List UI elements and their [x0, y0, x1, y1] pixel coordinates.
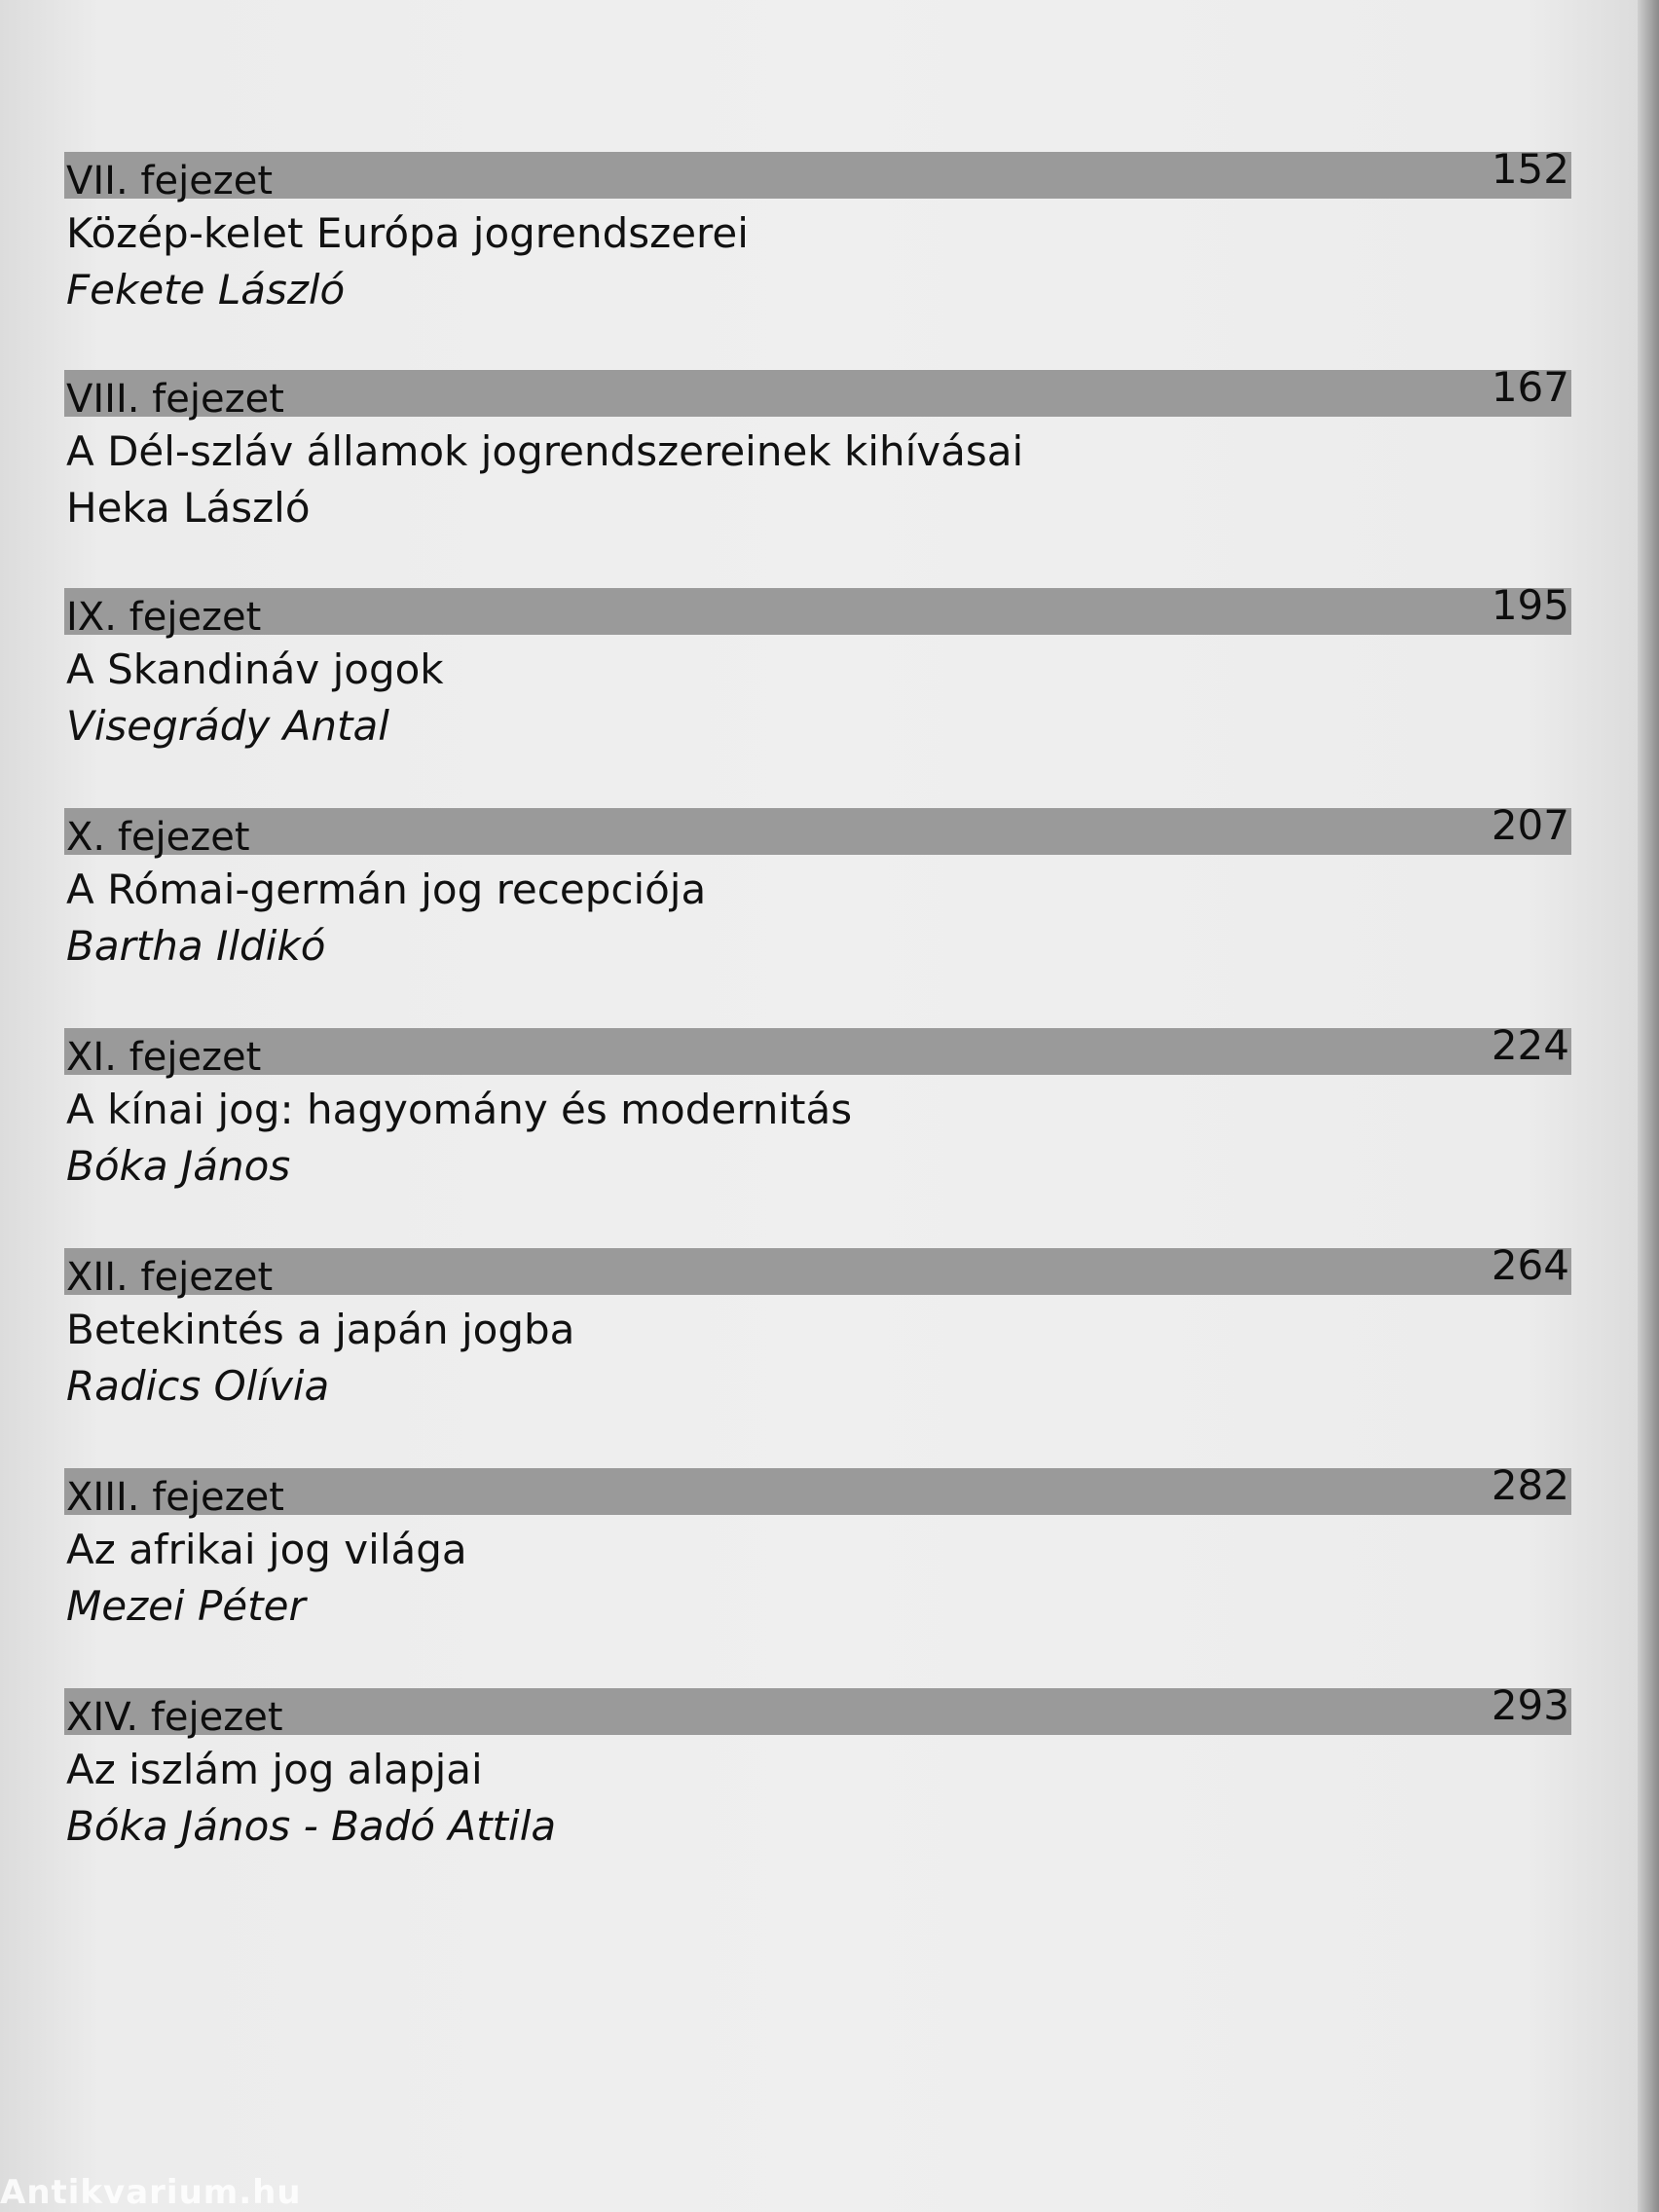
chapter-bar	[64, 808, 1571, 855]
chapter-author: Radics Olívia	[66, 1362, 330, 1410]
chapter-author: Heka László	[66, 484, 311, 532]
chapter-bar	[64, 370, 1571, 417]
chapter-bar	[64, 152, 1571, 199]
watermark: Antikvarium.hu	[0, 2173, 302, 2212]
chapter-title: Betekintés a japán jogba	[66, 1306, 575, 1353]
chapter-bar	[64, 1468, 1571, 1515]
page-number: 264	[1491, 1241, 1569, 1289]
chapter-author: Bóka János - Badó Attila	[66, 1802, 557, 1850]
page-number: 224	[1491, 1021, 1569, 1069]
chapter-title: A Dél-szláv államok jogrendszereinek kihívásai	[66, 427, 1024, 475]
chapter-label: X. fejezet	[66, 815, 250, 860]
chapter-bar	[64, 1248, 1571, 1295]
chapter-label: VII. fejezet	[66, 159, 274, 203]
chapter-author: Mezei Péter	[66, 1582, 306, 1630]
chapter-label: VIII. fejezet	[66, 377, 284, 422]
chapter-title: A kínai jog: hagyomány és modernitás	[66, 1086, 853, 1133]
page-number: 207	[1491, 801, 1569, 849]
chapter-author: Visegrády Antal	[66, 702, 389, 750]
chapter-label: IX. fejezet	[66, 595, 262, 640]
page-number: 195	[1491, 581, 1569, 629]
page-number: 282	[1491, 1461, 1569, 1509]
page-number: 152	[1491, 145, 1569, 193]
chapter-title: Az afrikai jog világa	[66, 1526, 467, 1573]
chapter-author: Bóka János	[66, 1142, 291, 1190]
chapter-label: XIII. fejezet	[66, 1475, 284, 1520]
chapter-author: Fekete László	[66, 266, 346, 313]
chapter-title: A Római-germán jog recepciója	[66, 866, 707, 913]
chapter-label: XI. fejezet	[66, 1035, 262, 1080]
chapter-author: Bartha Ildikó	[66, 922, 326, 970]
chapter-title: Közép-kelet Európa jogrendszerei	[66, 209, 749, 257]
page-number: 167	[1491, 363, 1569, 411]
chapter-bar	[64, 588, 1571, 635]
chapter-label: XIV. fejezet	[66, 1695, 283, 1740]
page-number: 293	[1491, 1681, 1569, 1729]
chapter-title: A Skandináv jogok	[66, 645, 444, 693]
chapter-bar	[64, 1688, 1571, 1735]
chapter-title: Az iszlám jog alapjai	[66, 1746, 483, 1793]
chapter-label: XII. fejezet	[66, 1255, 274, 1300]
chapter-bar	[64, 1028, 1571, 1075]
book-spine-shadow	[1638, 0, 1659, 2212]
